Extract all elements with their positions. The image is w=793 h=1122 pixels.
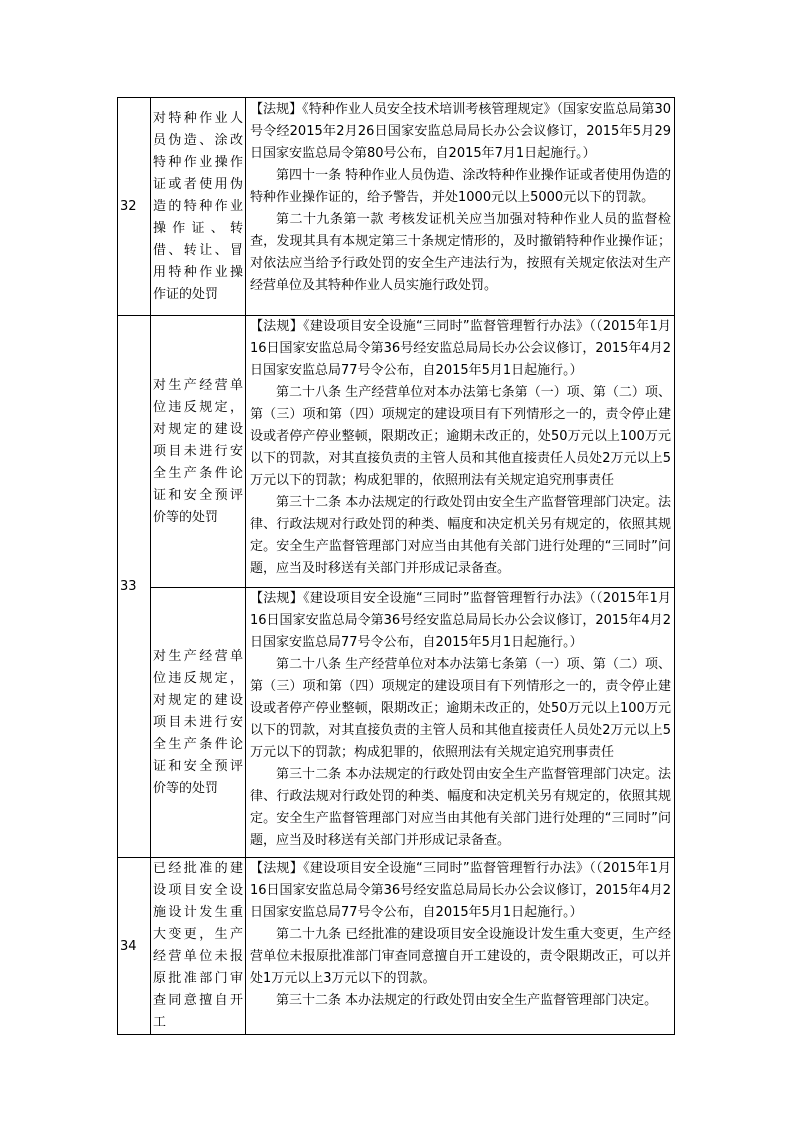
table-row [118, 858, 675, 1035]
article-paragraph: 第二十九条第一款 考核发证机关应当加强对特种作业人员的监督检查，发现其具有本规定第三十条规定情形的，及时撤销特种作业操作证；对依法应当给予行政处罚的安全生产违法行为，按照有关规定依法对生产经营单位及其特种作业人员实施行政处罚。 [250, 212, 671, 293]
regulation-paragraph: 【法规】《建设项目安全设施“三同时”监督管理暂行办法》（（2015年1月16日国家安监总局令第36号经安监总局局长办公会议修订，2015年4月2日国家安监总局77号令公布，自2015年5月1日起施行。） [250, 591, 671, 650]
violation-name: 对生产经营单位违反规定，对规定的建设项目未进行安全生产条件论证和安全预评价等的处罚 [151, 316, 246, 588]
legal-basis [246, 316, 675, 588]
legal-basis [246, 98, 675, 316]
row-number: 33 [118, 316, 151, 858]
row-number: 34 [118, 858, 151, 1035]
legal-basis [246, 588, 675, 858]
article-paragraph: 第二十八条 生产经营单位对本办法第七条第（一）项、第（二）项、第（三）项和第（四）项规定的建设项目有下列情形之一的，责令停止建设或者停产停业整顿，限期改正；逾期未改正的，处50万元以上100万元以下的罚款，对其直接负责的主管人员和其他直接责任人员处2万元以上5万元以下的罚款；构成犯罪的，依照刑法有关规定追究刑事责任 [250, 385, 671, 488]
table-row [118, 98, 675, 316]
violation-name: 对生产经营单位违反规定，对规定的建设项目未进行安全生产条件论证和安全预评价等的处罚 [151, 588, 246, 858]
article-paragraph: 第二十九条 已经批准的建设项目安全设施设计发生重大变更，生产经营单位未报原批准部门审查同意擅自开工建设的，责令限期改正，可以并处1万元以上3万元以下的罚款。 [250, 927, 671, 986]
regulation-paragraph: 【法规】《特种作业人员安全技术培训考核管理规定》（国家安监总局第30号令经2015年2月26日国家安监总局局长办公会议修订，2015年5月29日国家安监总局令第80号公布，自2015年7月1日起施行。） [250, 102, 671, 161]
legal-basis [246, 858, 675, 1035]
penalty-table [117, 97, 675, 1035]
article-paragraph: 第三十二条 本办法规定的行政处罚由安全生产监督管理部门决定。 [276, 993, 658, 1008]
regulation-paragraph: 【法规】《建设项目安全设施“三同时”监督管理暂行办法》（（2015年1月16日国家安监总局令第36号经安监总局局长办公会议修订，2015年4月2日国家安监总局77号令公布，自2015年5月1日起施行。） [250, 319, 671, 378]
table-row [118, 316, 675, 588]
article-paragraph: 第三十二条 本办法规定的行政处罚由安全生产监督管理部门决定。法律、行政法规对行政处罚的种类、幅度和决定机关另有规定的，依照其规定。安全生产监督管理部门对应当由其他有关部门进行处理的“三同时”问题，应当及时移送有关部门并形成记录备查。 [250, 495, 671, 576]
row-number: 32 [118, 98, 151, 316]
article-paragraph: 第二十八条 生产经营单位对本办法第七条第（一）项、第（二）项、第（三）项和第（四）项规定的建设项目有下列情形之一的，责令停止建设或者停产停业整顿，限期改正；逾期未改正的，处50万元以上100万元以下的罚款，对其直接负责的主管人员和其他直接责任人员处2万元以上5万元以下的罚款；构成犯罪的，依照刑法有关规定追究刑事责任 [250, 657, 671, 760]
violation-name: 对特种作业人员伪造、涂改特种作业操作证或者使用伪造的特种作业操作证、转借、转让、冒用特种作业操作证的处罚 [151, 98, 246, 316]
table-row [118, 588, 675, 858]
regulation-paragraph: 【法规】《建设项目安全设施“三同时”监督管理暂行办法》（（2015年1月16日国家安监总局令第36号经安监总局局长办公会议修订，2015年4月2日国家安监总局77号令公布，自2015年5月1日起施行。） [250, 861, 671, 920]
violation-name: 已经批准的建设项目安全设施设计发生重大变更，生产经营单位未报原批准部门审查同意擅自开工 [151, 858, 246, 1035]
article-paragraph: 第三十二条 本办法规定的行政处罚由安全生产监督管理部门决定。法律、行政法规对行政处罚的种类、幅度和决定机关另有规定的，依照其规定。安全生产监督管理部门对应当由其他有关部门进行处理的“三同时”问题，应当及时移送有关部门并形成记录备查。 [250, 767, 671, 848]
article-paragraph: 第四十一条 特种作业人员伪造、涂改特种作业操作证或者使用伪造的特种作业操作证的，给予警告，并处1000元以上5000元以下的罚款。 [250, 168, 671, 205]
